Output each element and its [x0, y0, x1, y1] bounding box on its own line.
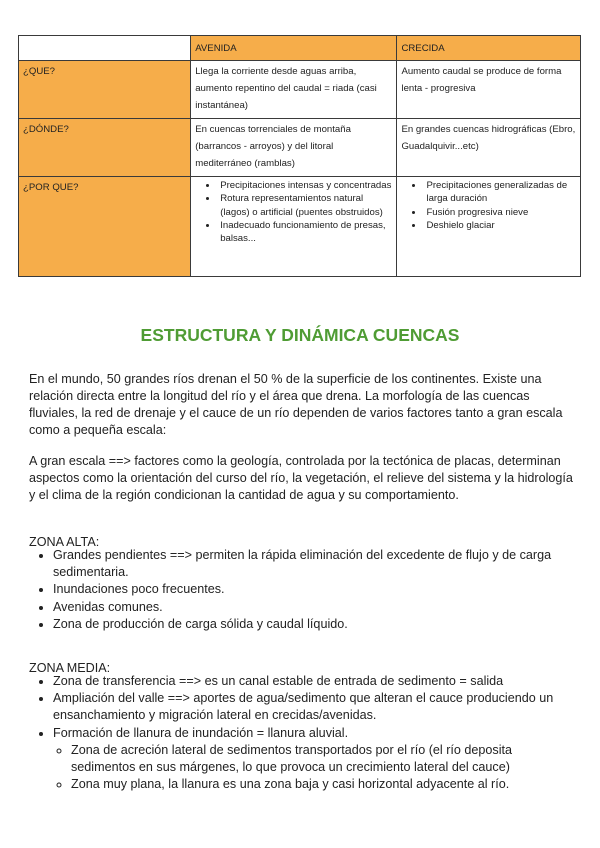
- zona-media-sublist: [53, 742, 574, 794]
- row-label-que: ¿QUE?: [19, 61, 191, 119]
- cell-donde-avenida: En cuencas torrenciales de montaña (barrancos - arroyos) y del litoral mediterráneo (ramblas): [191, 119, 397, 177]
- list-item: • Precipitaciones generalizadas de larga duración: [424, 179, 576, 206]
- list-item: • Inundaciones poco frecuentes.: [53, 581, 574, 598]
- cell-que-avenida: Llega la corriente desde aguas arriba, aumento repentino del caudal = riada (casi instantánea): [191, 61, 397, 119]
- list-item: • Ampliación del valle ==> aportes de agua/sedimento que alteran el cauce produciendo un ensanchamiento y migración lateral en crecidas/avenidas.: [53, 690, 574, 724]
- list-item: [53, 725, 574, 794]
- section-title: ESTRUCTURA Y DINÁMICA CUENCAS: [140, 325, 460, 345]
- intro-paragraph: En el mundo, 50 grandes ríos drenan el 50 % de la superficie de los continentes. Existe una relación directa entre la longitud del río y el área que drena. La morfología de las cuencas fluviales, la red de drenaje y el cauce de un río dependen de varios factores tanto a gran escala como a pequeña escala:: [29, 371, 563, 438]
- list-item: • Precipitaciones intensas y concentradas: [218, 179, 392, 192]
- zona-alta-list: [29, 547, 574, 633]
- cell-porque-crecida: [397, 177, 581, 277]
- list-item: • Zona de producción de carga sólida y caudal líquido.: [53, 616, 574, 633]
- zona-media-list: [29, 673, 574, 793]
- list-item: • Avenidas comunes.: [53, 599, 574, 616]
- crecida-causes-list: [401, 179, 576, 232]
- table-row-donde: [19, 119, 581, 177]
- sub-list-item: ◦ Zona muy plana, la llanura es una zona baja y casi horizontal adyacente al río.: [71, 776, 574, 793]
- cell-porque-avenida: [191, 177, 397, 277]
- list-item: • Zona de transferencia ==> es un canal estable de entrada de sedimento = salida: [53, 673, 574, 690]
- cell-donde-crecida: En grandes cuencas hidrográficas (Ebro, Guadalquivir...etc): [397, 119, 581, 177]
- row-label-porque: ¿POR QUE?: [19, 177, 191, 277]
- header-empty-cell: [19, 36, 191, 61]
- cell-que-crecida: Aumento caudal se produce de forma lenta - progresiva: [397, 61, 581, 119]
- list-item-text: Formación de llanura de inundación = llanura aluvial.: [53, 725, 349, 740]
- gran-escala-paragraph: A gran escala ==> factores como la geología, controlada por la tectónica de placas, determinan aspectos como la orientación del curso del río, la vegetación, el relieve del sistema y la hidrología y el clima de la región condicionan la cantidad de agua y su comportamiento.: [29, 453, 573, 502]
- sub-list-item: ◦ Zona de acreción lateral de sedimentos transportados por el río (el río deposita sedimentos en sus márgenes, lo que provoca un crecimiento lateral del cauce): [71, 742, 574, 776]
- comparison-table: [18, 35, 581, 277]
- zona-alta-section: [29, 547, 574, 633]
- avenida-causes-list: [195, 179, 392, 245]
- zona-media-section: [29, 673, 574, 793]
- zona-alta-heading: ZONA ALTA:: [29, 534, 100, 549]
- header-avenida: AVENIDA: [191, 36, 397, 61]
- table-header-row: [19, 36, 581, 61]
- header-crecida: CRECIDA: [397, 36, 581, 61]
- list-item: • Rotura representamientos natural (lagos) o artificial (puentes obstruidos): [218, 192, 392, 219]
- list-item: • Inadecuado funcionamiento de presas, balsas...: [218, 219, 392, 246]
- list-item: • Grandes pendientes ==> permiten la rápida eliminación del excedente de flujo y de carga sedimentaria.: [53, 547, 574, 581]
- zona-media-heading: ZONA MEDIA:: [29, 660, 111, 675]
- list-item: • Fusión progresiva nieve: [424, 206, 576, 219]
- table-row-porque: [19, 177, 581, 277]
- table-row-que: [19, 61, 581, 119]
- row-label-donde: ¿DÓNDE?: [19, 119, 191, 177]
- list-item: • Deshielo glaciar: [424, 219, 576, 232]
